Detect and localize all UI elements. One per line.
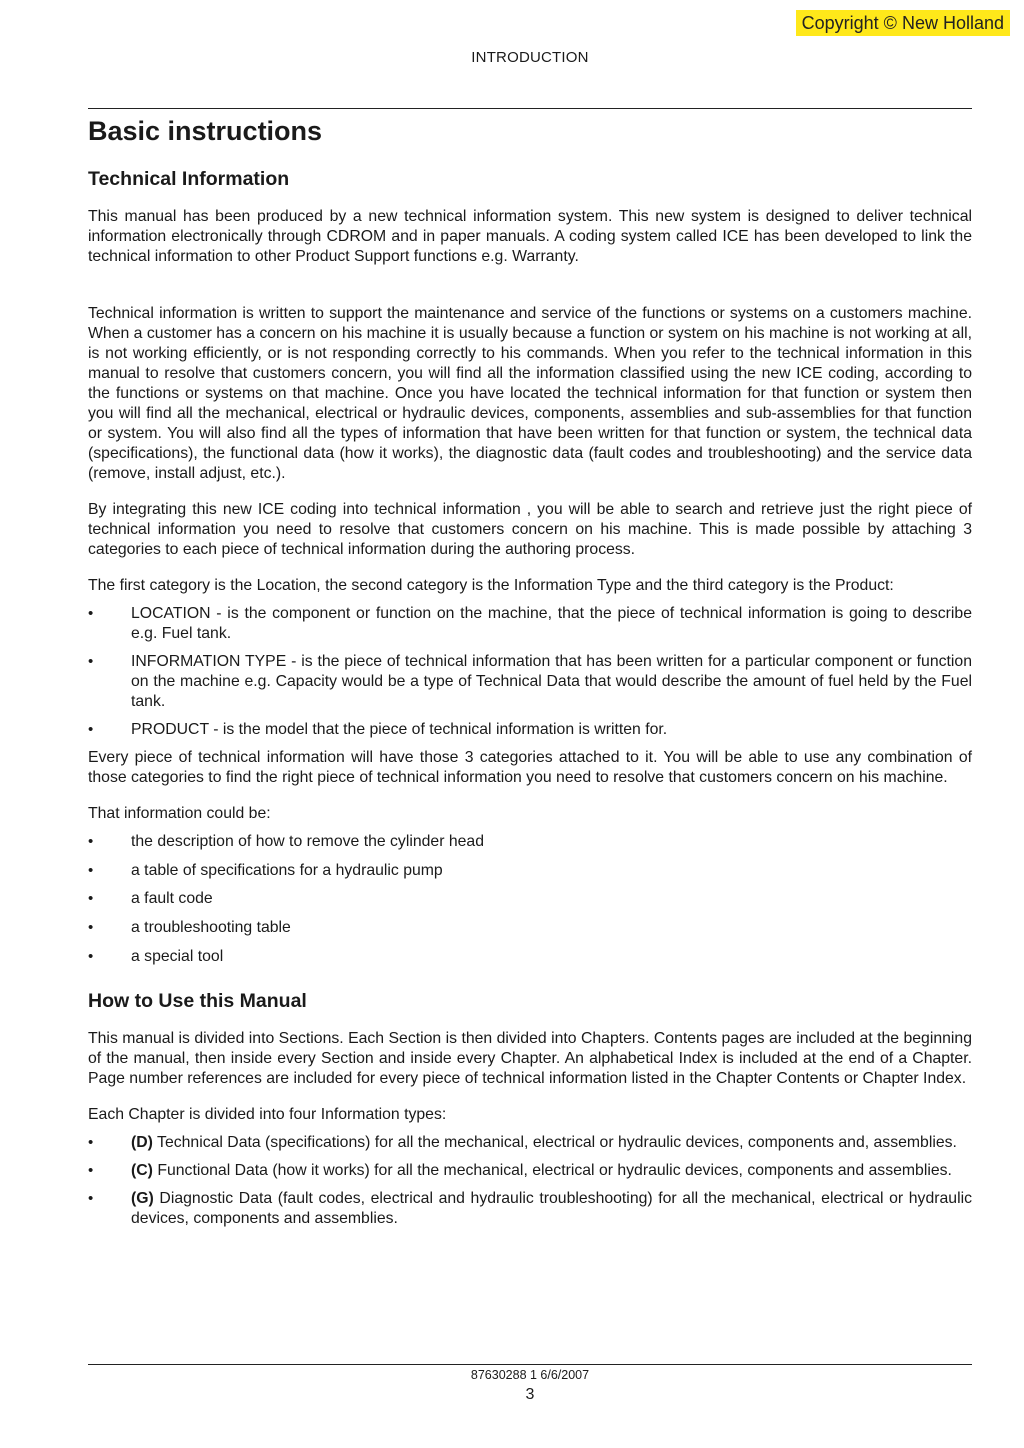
list-item: • a special tool <box>88 947 224 965</box>
copyright-notice: Copyright © New Holland <box>796 10 1010 36</box>
examples-list <box>88 832 972 967</box>
list-item: • a troubleshooting table <box>88 919 291 937</box>
header-divider <box>88 108 972 109</box>
list-item: • (C) Functional Data (how it works) for all the mechanical, electrical or hydraulic devices, components and assemblies. <box>88 1161 952 1179</box>
bullet-icon: • <box>88 605 94 622</box>
ice-coding-paragraph: By integrating this new ICE coding into technical information , you will be able to search and retrieve just the right piece of technical information you need to resolve that customers concern on his machine. This is made possible by attaching 3 categories to each piece of technical information during the authoring process. <box>88 501 972 558</box>
list-item: • INFORMATION TYPE - is the piece of technical information that has been written for a particular component or function on the machine e.g. Capacity would be a type of Technical Data that would describe the amount of fuel held by the Fuel tank. <box>88 653 972 710</box>
bullet-icon: • <box>88 947 94 965</box>
type-code: (G) <box>131 1189 154 1207</box>
bullet-icon: • <box>88 721 94 738</box>
categories-list <box>88 604 972 740</box>
categories-intro: The first category is the Location, the second category is the Information Type and the third category is the Product: <box>88 577 894 594</box>
bullet-icon: • <box>88 890 94 908</box>
bullet-icon: • <box>88 1189 94 1207</box>
type-code: (C) <box>131 1161 153 1179</box>
list-item: • a table of specifications for a hydraulic pump <box>88 861 443 879</box>
document-id: 87630288 1 6/6/2007 <box>470 1368 590 1382</box>
how-to-use-heading: How to Use this Manual <box>88 989 307 1012</box>
running-header: INTRODUCTION <box>471 49 589 66</box>
information-types-intro: Each Chapter is divided into four Information types: <box>88 1105 447 1123</box>
bullet-icon: • <box>88 861 94 879</box>
page-title: Basic instructions <box>88 116 323 146</box>
support-paragraph: Technical information is written to support the maintenance and service of the functions or systems on a customers machine. When a customer has a concern on his machine it is usually because a function or system on his machine is not working at all, is not working efficiently, or is not responding correctly to his commands. When you refer to the technical information in this manual to resolve that customers concern, you will find all the information classified using the new ICE coding, according to the functions or systems on that machine. Once you have located the technical information for that function or system then you will find all the mechanical, electrical or hydraulic devices, components, assemblies and sub-assemblies for that function or system. You will also find all the types of information that have been written for that function or system, the technical data (specifications), the functional data (how it works), the diagnostic data (fault codes and troubleshooting) and the service data (remove, install adjust, etc.). <box>88 305 972 482</box>
bullet-icon: • <box>88 653 94 670</box>
manual-structure-paragraph: This manual is divided into Sections. Each Section is then divided into Chapters. Contents pages are included at the beginning of the manual, then inside every Section and inside every Chapter. An alphabetical Index is included at the end of a Chapter. Page number references are included for every piece of technical information listed in the Chapter Contents or Chapter Index. <box>88 1029 972 1087</box>
footer-divider <box>88 1364 972 1365</box>
page-number: 3 <box>525 1386 535 1403</box>
list-item: • the description of how to remove the cylinder head <box>88 833 485 850</box>
list-item: • a fault code <box>88 890 213 908</box>
examples-intro: That information could be: <box>88 805 271 822</box>
list-item: • (D) Technical Data (specifications) for all the mechanical, electrical or hydraulic devices, components and, assemblies. <box>88 1133 957 1151</box>
intro-paragraph: This manual has been produced by a new technical information system. This new system is designed to deliver technical information electronically through CDROM and in paper manuals. A coding system called ICE has been developed to link the technical information to other Product Support functions e.g. Warranty. <box>88 208 972 265</box>
page-content <box>88 113 972 1237</box>
list-item: • PRODUCT - is the model that the piece of technical information is written for. <box>88 721 668 738</box>
type-code: (D) <box>131 1133 153 1151</box>
bullet-icon: • <box>88 919 94 937</box>
bullet-icon: • <box>88 1161 94 1179</box>
information-types-list <box>88 1133 972 1229</box>
bullet-icon: • <box>88 1133 94 1151</box>
technical-information-heading: Technical Information <box>88 168 290 190</box>
list-item: • (G) Diagnostic Data (fault codes, electrical and hydraulic troubleshooting) for all the mechanical, electrical or hydraulic devices, components and assemblies. <box>88 1189 972 1227</box>
bullet-icon: • <box>88 833 94 850</box>
combination-paragraph: Every piece of technical information will have those 3 categories attached to it. You will be able to use any combination of those categories to find the right piece of technical information you need to resolve that customers concern on his machine. <box>88 749 972 786</box>
list-item: • LOCATION - is the component or function on the machine, that the piece of technical information is going to describe e.g. Fuel tank. <box>88 605 972 642</box>
